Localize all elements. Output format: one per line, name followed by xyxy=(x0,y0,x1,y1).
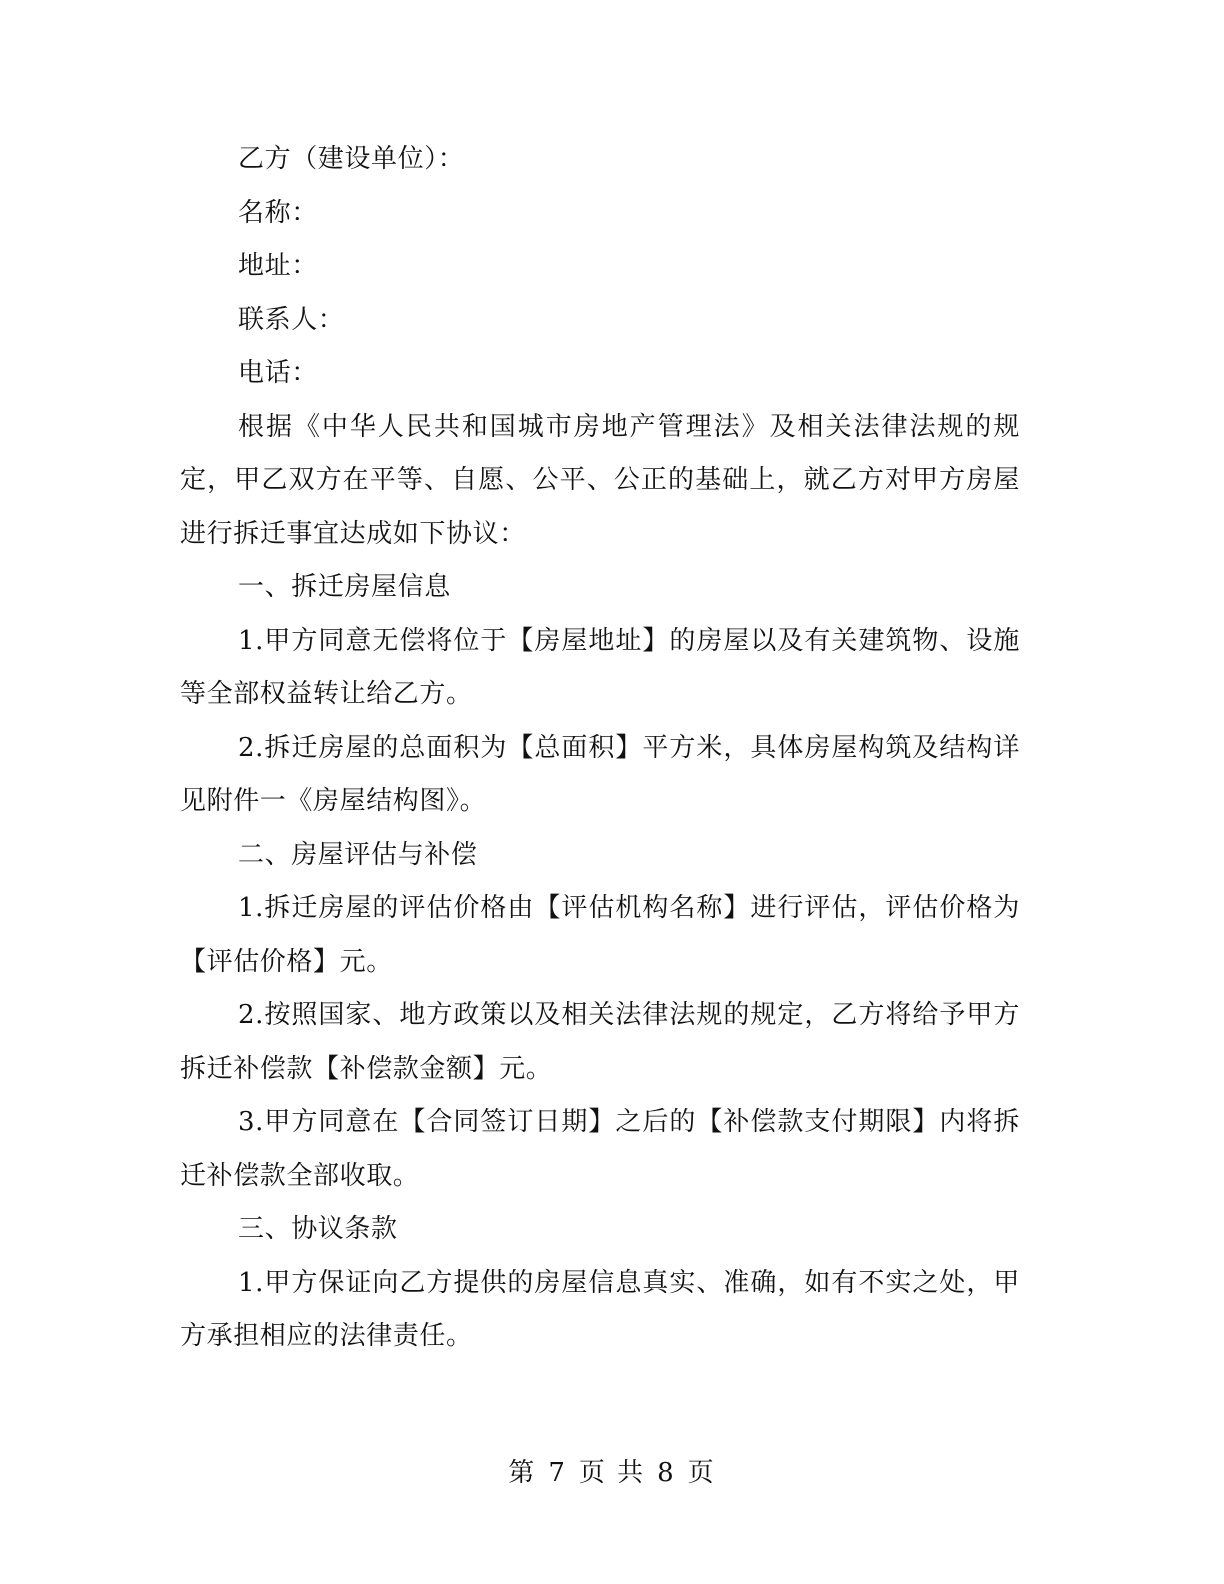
section-2-item-1: 1.拆迁房屋的评估价格由【评估机构名称】进行评估，评估价格为【评估价格】元。 xyxy=(180,893,1020,977)
section-2-item-3: 3.甲方同意在【合同签订日期】之后的【补偿款支付期限】内将拆迁补偿款全部收取。 xyxy=(180,1107,1020,1191)
party-b-address-label: 地址： xyxy=(238,251,318,281)
section-3-item-1: 1.甲方保证向乙方提供的房屋信息真实、准确，如有不实之处，甲方承担相应的法律责任。 xyxy=(180,1267,1020,1351)
page-middle: 页 共 xyxy=(578,1458,646,1488)
section-1-title: 一、拆迁房屋信息 xyxy=(238,572,451,602)
section-3-title: 三、协议条款 xyxy=(238,1214,398,1244)
party-b-name-label: 名称： xyxy=(238,197,318,228)
page-suffix: 页 xyxy=(687,1458,716,1488)
section-1-item-1: 1.甲方同意无偿将位于【房屋地址】的房屋以及有关建筑物、设施等全部权益转让给乙方。 xyxy=(180,625,1020,709)
section-2-title: 二、房屋评估与补偿 xyxy=(238,839,478,870)
page-number: 7 xyxy=(548,1458,567,1488)
party-b-phone-label: 电话： xyxy=(238,358,318,388)
page-prefix: 第 xyxy=(508,1458,537,1488)
party-b-contact-label: 联系人： xyxy=(238,304,345,335)
section-2-item-2: 2.按照国家、地方政策以及相关法律法规的规定，乙方将给予甲方拆迁补偿款【补偿款金额】元。 xyxy=(180,1000,1020,1084)
page-footer xyxy=(0,1455,1224,1491)
total-pages: 8 xyxy=(657,1458,676,1488)
party-b-heading: 乙方（建设单位）： xyxy=(238,144,465,174)
intro-paragraph: 根据《中华人民共和国城市房地产管理法》及相关法律法规的规定，甲乙双方在平等、自愿、公平、公正的基础上，就乙方对甲方房屋进行拆迁事宜达成如下协议： xyxy=(180,411,1020,549)
section-1-item-2: 2.拆迁房屋的总面积为【总面积】平方米，具体房屋构筑及结构详见附件一《房屋结构图》。 xyxy=(180,732,1020,816)
document-body xyxy=(180,133,1020,1364)
